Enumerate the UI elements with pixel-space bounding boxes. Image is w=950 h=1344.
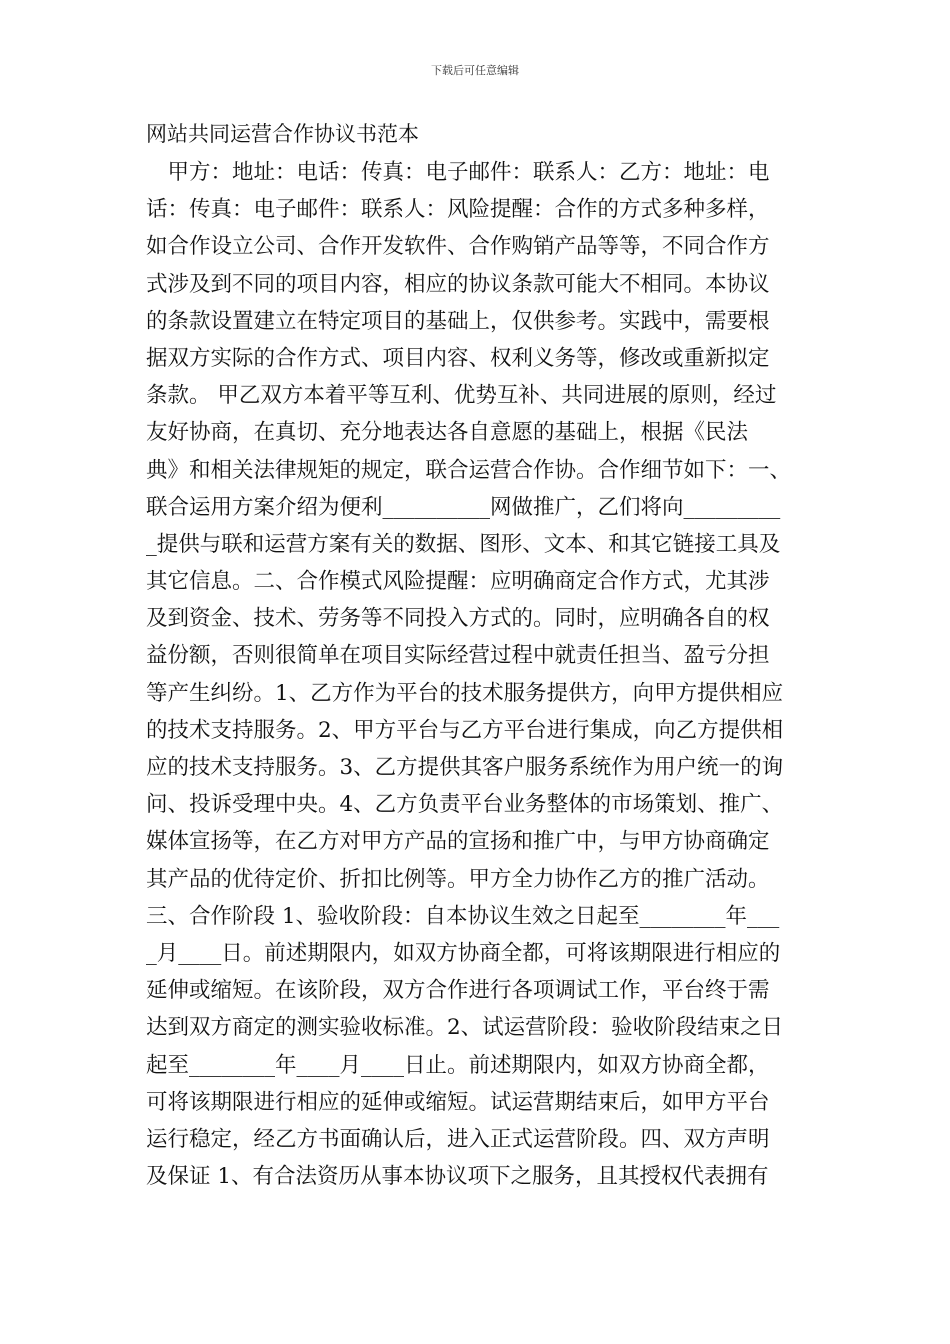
body-line: 典》和相关法律规矩的规定，联合运营合作协。合作细节如下：一、 [146,457,792,483]
body-line: 甲方：地址：电话：传真：电子邮件：联系人：乙方：地址：电 [146,160,770,185]
body-line: 话：传真：电子邮件：联系人：风险提醒：合作的方式多种多样， [146,197,770,223]
body-line: 及到资金、技术、劳务等不同投入方式的。同时，应明确各自的权 [146,606,770,632]
body-line: _提供与联和运营方案有关的数据、图形、文本、和其它链接工具及 [146,531,781,557]
body-line: 其产品的优待定价、折扣比例等。甲方全力协作乙方的推广活动。 [146,866,770,892]
header-note: 下载后可任意编辑 [431,64,519,77]
body-line: 友好协商，在真切、充分地表达各自意愿的基础上，根据《民法 [146,420,749,446]
body-line: 应的技术支持服务。3、乙方提供其客户服务系统作为用户统一的询 [146,755,784,780]
body-line: 益份额，否则很简单在项目实际经营过程中就责任担当、盈亏分担 [146,643,770,669]
body-line: 据双方实际的合作方式、项目内容、权利义务等，修改或重新拟定 [146,345,770,371]
document-body [146,154,816,1195]
body-line: 联合运用方案介绍为便利__________网做推广，乙们将向_________ [146,494,781,520]
body-line: 媒体宣扬等，在乙方对甲方产品的宣扬和推广中，与甲方协商确定 [146,829,770,855]
body-line: 达到双方商定的测实验收标准。2、试运营阶段：验收阶段结束之日 [146,1015,784,1041]
body-line: 如合作设立公司、合作开发软件、合作购销产品等等，不同合作方 [146,234,770,260]
body-line: 三、合作阶段 1、验收阶段：自本协议生效之日起至________年___ [146,903,780,929]
body-line: 的条款设置建立在特定项目的基础上，仅供参考。实践中，需要根 [146,308,770,334]
body-line: 其它信息。二、合作模式风险提醒：应明确商定合作方式，尤其涉 [146,569,770,595]
body-line: 条款。 甲乙双方本着平等互利、优势互补、共同进展的原则，经过 [146,383,777,409]
body-line: 问、投诉受理中央。4、乙方负责平台业务整体的市场策划、推广、 [146,792,784,818]
body-line: 可将该期限进行相应的延伸或缩短。试运营期结束后，如甲方平台 [146,1089,770,1115]
body-line: 运行稳定，经乙方书面确认后，进入正式运营阶段。四、双方声明 [146,1126,770,1152]
body-line: _月____日。前述期限内，如双方协商全都，可将该期限进行相应的 [146,940,781,966]
document-title: 网站共同运营合作协议书范本 [146,122,419,146]
body-line: 起至________年____月____日止。前述期限内，如双方协商全都， [146,1052,770,1078]
body-line: 延伸或缩短。在该阶段，双方合作进行各项调试工作，平台终于需 [146,978,770,1004]
body-line: 式涉及到不同的项目内容，相应的协议条款可能大不相同。本协议 [146,271,770,297]
body-line: 及保证 1、有合法资历从事本协议项下之服务，且其授权代表拥有 [146,1164,769,1190]
body-line: 等产生纠纷。1、乙方作为平台的技术服务提供方，向甲方提供相应 [146,680,784,706]
body-line: 的技术支持服务。2、甲方平台与乙方平台进行集成，向乙方提供相 [146,717,784,743]
